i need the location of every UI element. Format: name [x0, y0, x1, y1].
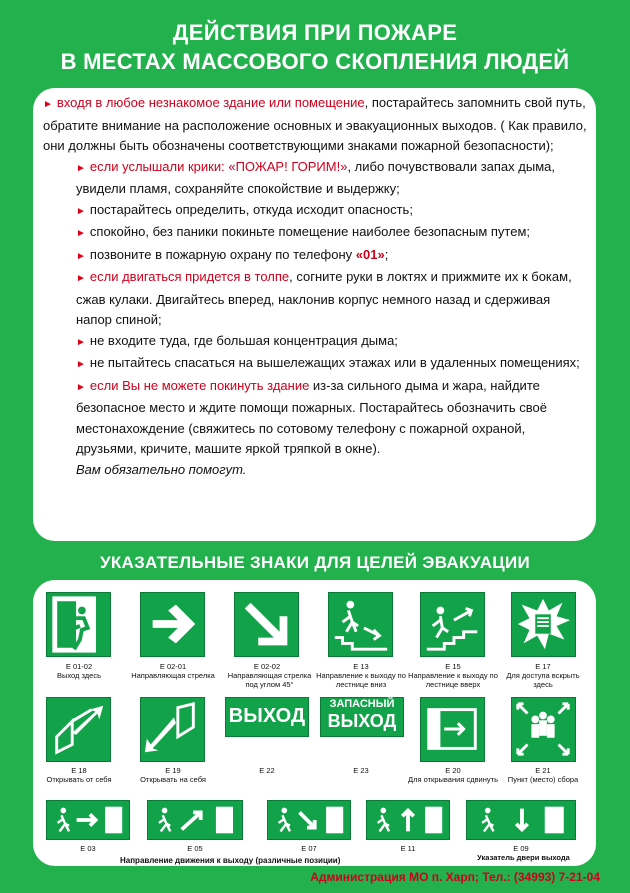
- bullet-icon: ►: [76, 273, 86, 284]
- bullet-icon: ►: [76, 205, 86, 217]
- sign-e19-label: Открывать на себя: [140, 775, 206, 784]
- instruction-2-text: , либо почувствовали запах дыма, увидели пламя, сохраняйте спокойствие и выдержку;: [76, 158, 555, 196]
- sign-e15-icon: [420, 592, 485, 657]
- instruction-2-highlight: если услышали крики: «ПОЖАР! ГОРИМ!»: [89, 158, 348, 174]
- footer-contact: Администрация МО п. Харп; Тел.: (34993) 7-21-04: [310, 870, 600, 884]
- sign-e18-icon: [46, 697, 111, 762]
- sign-e17-label: Для доступа вскрыть здесь: [506, 671, 580, 689]
- sign-e20-label: Для открывания сдвинуть: [408, 775, 498, 784]
- sign-e09-label: Указатель двери выхода: [477, 853, 570, 862]
- sign-e17-code: E 17: [535, 662, 551, 671]
- sign-e19-icon: [140, 697, 205, 762]
- instruction-6-text: , согните руки в локтях и прижмите их к бокам, сжав кулаки. Двигайтесь вперед, наклонив корпус немного назад и сдерживая напор спиной;: [76, 269, 572, 327]
- instruction-9: [43, 376, 588, 460]
- sign-e21-code: E 21: [535, 766, 551, 775]
- sign-e11-icon: [366, 800, 450, 840]
- instruction-5-end: ;: [384, 246, 389, 262]
- page-title: [0, 18, 630, 76]
- title-line-2: В МЕСТАХ МАССОВОГО СКОПЛЕНИЯ ЛЮДЕЙ: [60, 49, 570, 74]
- bullet-icon: ►: [76, 336, 86, 348]
- bullet-icon: ►: [76, 228, 86, 239]
- sign-e0201-icon: [140, 592, 205, 657]
- sign-e23-code: E 23: [353, 766, 369, 775]
- sign-e23-text-1: ЗАПАСНЫЙ: [329, 698, 395, 710]
- sign-e0102-icon: [46, 592, 111, 657]
- instruction-7: [43, 331, 588, 354]
- phone-number: «01»: [355, 246, 385, 262]
- sign-e0201-code: E 02-01: [159, 662, 187, 671]
- instruction-1-highlight: входя в любое незнакомое здание или помещение: [56, 95, 365, 110]
- sign-e0102-code: E 01-02: [65, 662, 93, 671]
- instruction-8-text: не пытайтесь спасаться на вышележащих этажах или в удаленных помещениях;: [89, 355, 580, 370]
- instruction-5-text: позвоните в пожарную охрану по телефону: [89, 246, 356, 262]
- sign-e15-code: E 15: [445, 662, 461, 671]
- sign-e19-code: E 19: [165, 766, 181, 775]
- sign-e07-icon: [267, 800, 351, 840]
- instruction-5: [43, 245, 588, 268]
- sign-e17-icon: [511, 592, 576, 657]
- sign-e13-icon: [328, 592, 393, 657]
- bullet-icon: ►: [76, 162, 86, 174]
- sign-e0202-icon: [234, 592, 299, 657]
- bottom-caption: Направление движения к выходу (различные позиции): [120, 856, 341, 865]
- sign-e13-label: Направление к выходу по лестнице вниз: [316, 671, 406, 689]
- bullet-icon: ►: [76, 359, 86, 370]
- sign-e11-code: E 11: [400, 844, 416, 853]
- instruction-4: [43, 222, 588, 245]
- sign-e20-code: E 20: [445, 766, 461, 775]
- sign-e13-code: E 13: [353, 662, 369, 671]
- instruction-7-text: не входите туда, где большая концентрация дыма;: [89, 332, 398, 348]
- sign-e18-code: E 18: [71, 766, 87, 775]
- instruction-2: [43, 157, 588, 200]
- title-line-1: ДЕЙСТВИЯ ПРИ ПОЖАРЕ: [172, 20, 458, 45]
- sign-e21-label: Пункт (место) сбора: [507, 775, 579, 784]
- sign-e07-code: E 07: [301, 844, 317, 853]
- instruction-3: [43, 200, 588, 223]
- sign-e03-code: E 03: [80, 844, 96, 853]
- sign-e0201-label: Направляющая стрелка: [131, 671, 215, 680]
- bullet-icon: ►: [76, 250, 86, 262]
- instruction-6: [43, 267, 588, 331]
- instruction-4-text: спокойно, без паники покиньте помещение наиболее безопасным путем;: [89, 224, 531, 239]
- sign-e22-code: E 22: [259, 766, 275, 775]
- sign-e09-icon: [466, 800, 576, 840]
- instruction-8: [43, 353, 588, 376]
- instruction-9-text: из-за сильного дыма и жара, найдите безопасное место и ждите помощи пожарных. Постарайтесь обозначить своё местонахождение (свяжитесь по сотовому телефону с пожарной охраной, друзьями, кричите, машите яркой тряпкой в окне).: [76, 377, 547, 456]
- bullet-icon: ►: [43, 99, 53, 110]
- sign-e0102-label: Выход здесь: [56, 671, 101, 680]
- instruction-9-highlight: если Вы не можете покинуть здание: [89, 377, 310, 393]
- signs-section-title: УКАЗАТЕЛЬНЫЕ ЗНАКИ ДЛЯ ЦЕЛЕЙ ЭВАКУАЦИИ: [99, 553, 531, 572]
- instruction-1-text: , постарайтесь запомнить свой путь, обратите внимание на расположение основных и эвакуационных выходов. ( Как правило, они должны быть обозначены соответствующими знаками пожарной безопасности);: [43, 95, 587, 153]
- sign-e05-icon: [147, 800, 243, 840]
- sign-e0202-code: E 02-02: [253, 662, 281, 671]
- sign-e23-text-2: ВЫХОД: [327, 711, 397, 731]
- sign-e03-icon: [46, 800, 130, 840]
- sign-e18-label: Открывать от себя: [46, 775, 112, 784]
- sign-e20-icon: [420, 697, 485, 762]
- sign-e09-code: E 09: [513, 844, 529, 853]
- instructions-text: [43, 93, 588, 480]
- sign-e0202-label: Направляющая стрелка под углом 45°: [227, 671, 312, 689]
- sign-e22-text: ВЫХОД: [228, 705, 306, 727]
- closing-line: Вам обязательно помогут.: [76, 461, 247, 477]
- instruction-6-highlight: если двигаться придется в толпе: [89, 269, 290, 284]
- instruction-3-text: постарайтесь определить, откуда исходит опасность;: [89, 201, 413, 217]
- sign-e21-icon: [511, 697, 576, 762]
- bullet-icon: ►: [76, 381, 86, 393]
- sign-e15-label: Направление к выходу по лестнице вверх: [408, 671, 498, 689]
- instruction-1: [43, 93, 588, 157]
- sign-e05-code: E 05: [187, 844, 203, 853]
